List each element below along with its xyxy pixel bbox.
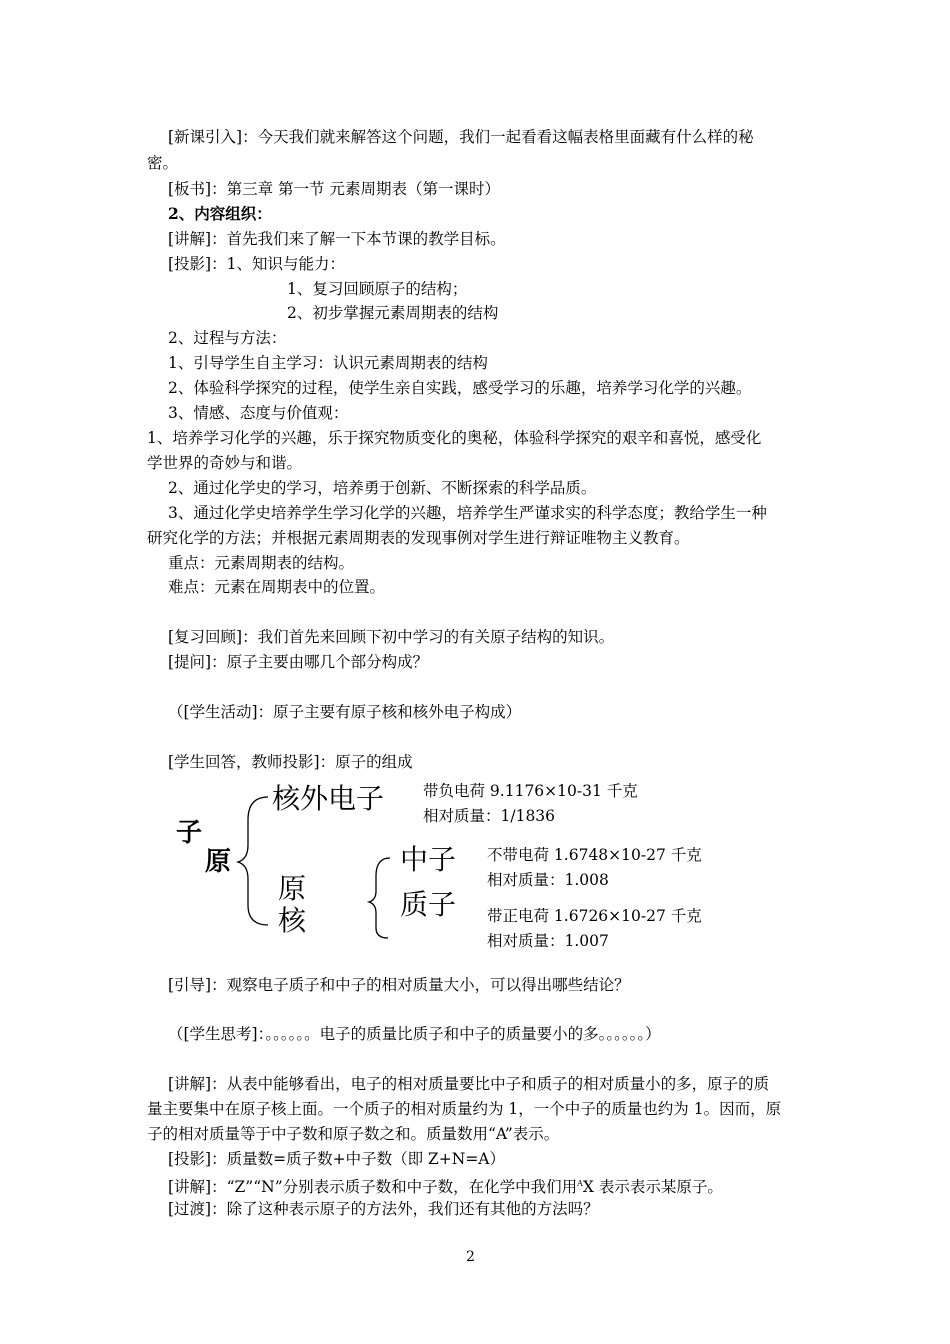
section-heading: 2、内容组织： [168, 204, 272, 223]
transition-line: [过渡]：除了这种表示原子的方法外，我们还有其他的方法吗？ [168, 1200, 599, 1218]
explain-para-3: 子的相对质量等于中子数和原子数之和。质量数用“A”表示。 [147, 1125, 560, 1143]
outer-brace [238, 797, 268, 925]
explain-line: [讲解]：首先我们来了解一下本节课的教学目标。 [168, 230, 506, 248]
process-heading: 2、过程与方法： [168, 329, 287, 347]
diagram-nucleus: 原 [278, 872, 307, 905]
diagram-zi: 子 [176, 818, 203, 848]
explain-para-1: [讲解]：从表中能够看出，电子的相对质量要比中子和质子的相对质量小的多，原子的质 [168, 1075, 770, 1093]
diagram-yuan: 原 [205, 847, 232, 877]
student-answer: [学生回答，教师投影]：原子的组成 [168, 753, 413, 771]
emotion-item-3-cont: 研究化学的方法；并根据元素周期表的发现事例对学生进行辩证唯物主义教育。 [147, 529, 690, 547]
inner-brace [369, 858, 390, 938]
notation-a: A [577, 1179, 583, 1188]
page-number: 2 [466, 1249, 475, 1265]
question-line: [提问]：原子主要由哪几个部分构成？ [168, 653, 429, 671]
key-point: 重点：元素周期表的结构。 [168, 554, 355, 572]
emotion-item-1-cont: 学世界的奇妙与和谐。 [147, 454, 303, 472]
student-activity: （[学生活动]：原子主要有原子核和核外电子构成） [168, 703, 522, 721]
proton-charge: 带正电荷 1.6726×10-27 千克 [487, 907, 702, 925]
process-item-2: 2、体验科学探究的过程，使学生亲自实践，感受学习的乐趣，培养学习化学的兴趣。 [168, 379, 752, 397]
diagram-electron: 核外电子 [272, 782, 385, 815]
emotion-item-3: 3、通过化学史培养学生学习化学的兴趣，培养学生严谨求实的科学态度；教给学生一种 [168, 504, 767, 522]
notation-before: [讲解]：“Z”“N”分别表示质子数和中子数，在化学中我们用 [168, 1178, 578, 1196]
emotion-item-2: 2、通过化学史的学习，培养勇于创新、不断探索的科学品质。 [168, 479, 597, 497]
emotion-item-1: 1、培养学习化学的兴趣，乐于探究物质变化的奥秘，体验科学探究的艰辛和喜悦，感受化 [147, 429, 762, 447]
intro-line-2: 密。 [147, 154, 179, 172]
blackboard-line: [板书]：第三章 第一节 元素周期表（第一课时） [168, 180, 500, 198]
diagram-neutron: 中子 [400, 843, 457, 876]
diagram-proton: 质子 [400, 888, 457, 921]
neutron-charge: 不带电荷 1.6748×10-27 千克 [487, 846, 702, 864]
emotion-heading: 3、情感、态度与价值观： [168, 404, 349, 422]
proton-mass: 相对质量：1.007 [487, 932, 609, 950]
notation-after: X 表示表示某原子。 [582, 1178, 723, 1196]
projection-line: [投影]：1、知识与能力： [168, 255, 345, 273]
guide-line: [引导]：观察电子质子和中子的相对质量大小，可以得出哪些结论？ [168, 976, 630, 994]
mass-number-line: [投影]：质量数=质子数+中子数（即 Z+N=A） [168, 1150, 505, 1168]
knowledge-item-2: 2、初步掌握元素周期表的结构 [287, 304, 499, 322]
intro-line-1: [新课引入]：今天我们就来解答这个问题，我们一起看看这幅表格里面藏有什么样的秘 [168, 128, 754, 146]
knowledge-item-1: 1、复习回顾原子的结构； [287, 280, 468, 298]
electron-charge: 带负电荷 9.1176×10-31 千克 [423, 782, 638, 800]
review-line: [复习回顾]：我们首先来回顾下初中学习的有关原子结构的知识。 [168, 628, 615, 646]
explain-para-2: 量主要集中在原子核上面。一个质子的相对质量约为 1，一个中子的质量也约为 1。因而，原 [147, 1100, 782, 1118]
electron-mass: 相对质量：1/1836 [423, 807, 556, 825]
process-item-1: 1、引导学生自主学习：认识元素周期表的结构 [168, 354, 488, 372]
diagram-nucleus-cut: 核 [278, 904, 307, 937]
neutron-mass: 相对质量：1.008 [487, 871, 609, 889]
student-thinking: （[学生思考]：。。。。。。电子的质量比质子和中子的质量要小的多。。。。。。） [168, 1025, 661, 1043]
difficult-point: 难点：元素在周期表中的位置。 [168, 578, 386, 596]
notation-line [168, 1174, 723, 1197]
